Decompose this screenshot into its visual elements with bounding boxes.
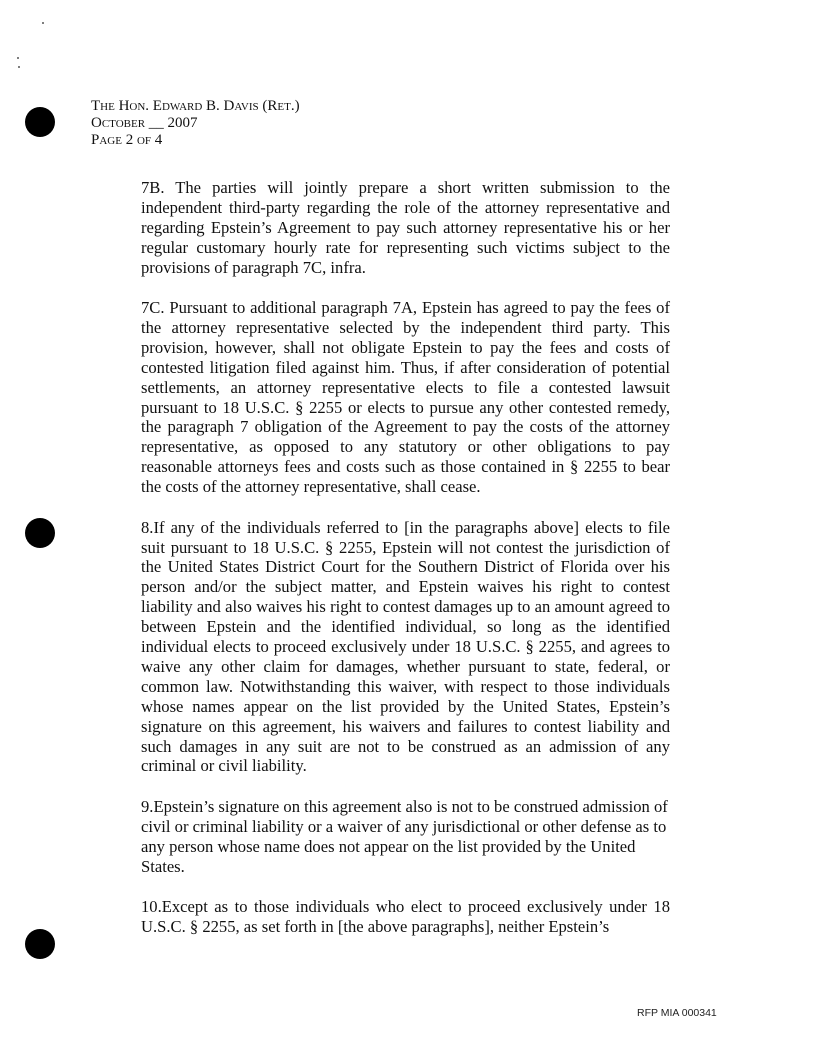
paragraph-9: 9.Epstein’s signature on this agreement also is not to be construed admission of civil or criminal liability or a waiver of any jurisdictional or other defense as to any person whose name does not appear on the list provided by the United States. [141,796,668,876]
punch-hole-top [25,107,55,137]
paragraph-7b: 7B. The parties will jointly prepare a short written submission to the independent third-party regarding the role of the attorney representative and regarding Epstein’s Agreement to pay such attorney representative his or her regular customary hourly rate for representing such victims subject to the provisions of paragraph 7C, infra. [141,178,670,277]
letter-header [91,98,300,149]
punch-hole-middle [25,518,55,548]
scan-speck [42,22,44,24]
scan-speck [17,57,19,59]
punch-hole-bottom [25,929,55,959]
paragraph-7c: 7C. Pursuant to additional paragraph 7A, Epstein has agreed to pay the fees of the attorney representative selected by the independent third party. This provision, however, shall not obligate Epstein to pay the fees and costs of contested litigation filed against him. Thus, if after consideration of potential settlements, an attorney representative elects to file a contested lawsuit pursuant to 18 U.S.C. § 2255 or elects to pursue any other contested remedy, the paragraph 7 obligation of the Agreement to pay the costs of the attorney representative, as opposed to any statutory or other obligations to pay reasonable attorneys fees and costs such as those contained in § 2255 to bear the costs of the attorney representative, shall cease. [141,298,670,497]
letter-body [141,178,670,957]
paragraph-10: 10.Except as to those individuals who elect to proceed exclusively under 18 U.S.C. § 2255, as set forth in [the above paragraphs], neither Epstein’s [141,897,670,936]
page-number-line: Page 2 of 4 [91,132,163,148]
scan-speck [18,66,20,68]
bates-number: RFP MIA 000341 [637,1007,717,1019]
paragraph-8: 8.If any of the individuals referred to [in the paragraphs above] elects to file suit pursuant to 18 U.S.C. § 2255, Epstein will not contest the jurisdiction of the United States District Court for the Southern District of Florida over his person and/or the subject matter, and Epstein waives his right to contest liability and also waives his right to contest damages up to an amount agreed to between Epstein and the identified individual, so long as the identified individual elects to proceed exclusively under 18 U.S.C. § 2255, and agrees to waive any other claim for damages, whether pursuant to state, federal, or common law. Notwithstanding this waiver, with respect to those individuals whose names appear on the list provided by the United States, Epstein’s signature on this agreement, his waivers and failures to contest liability and such damages in any suit are not to be construed as an admission of any criminal or civil liability. [141,517,670,776]
addressee-line: The Hon. Edward B. Davis (Ret.) [91,98,300,114]
date-line: October __ 2007 [91,115,198,131]
